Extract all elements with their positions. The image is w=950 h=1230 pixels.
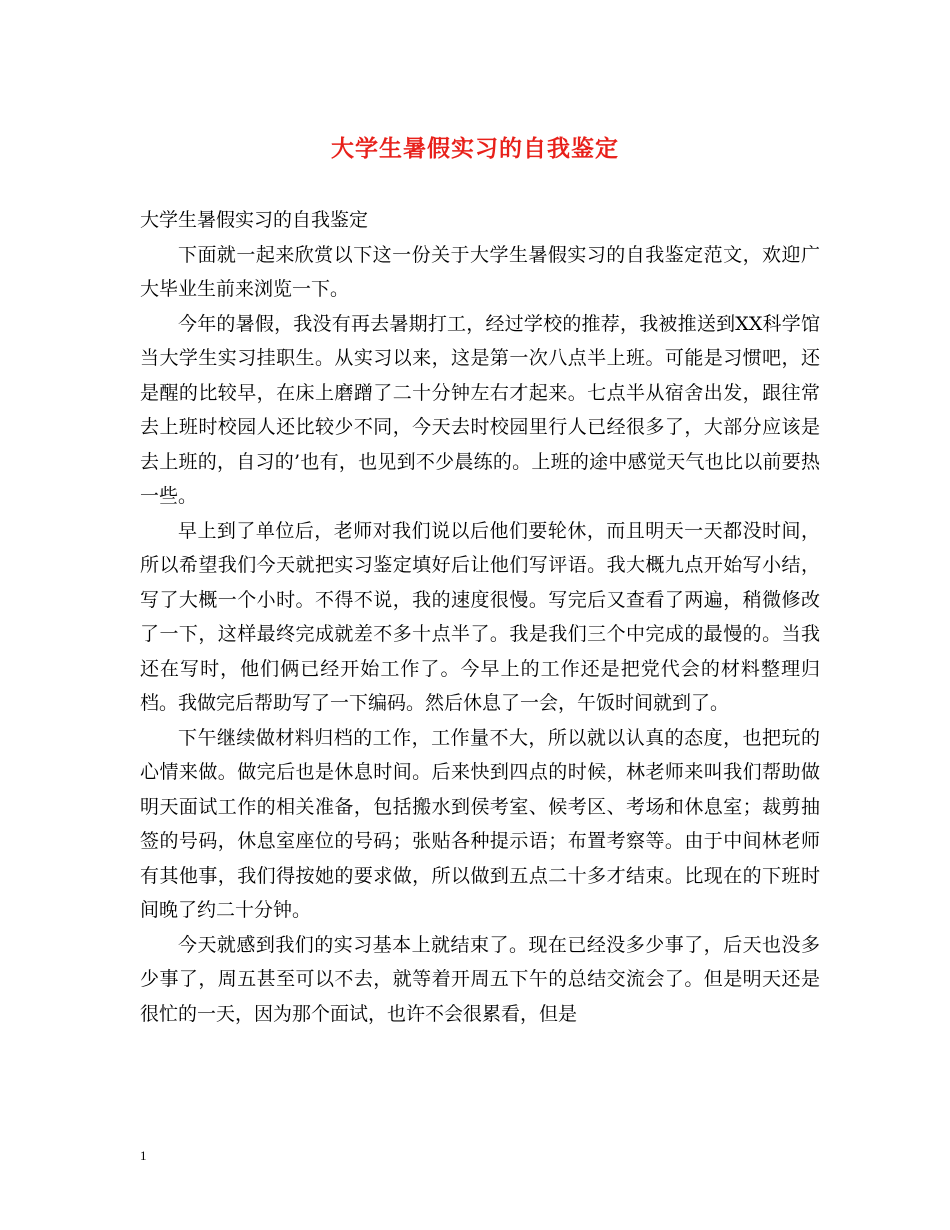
document-subtitle: 大学生暑假实习的自我鉴定 [140,209,369,231]
paragraph-4: 下午继续做材料归档的工作，工作量不大，所以就以认真的态度，也把玩的心情来做。做完后也是休息时间。后来快到四点的时候，林老师来叫我们帮助做明天面试工作的相关准备，包括搬水到侯考室、候考区、考场和休息室；裁剪抽签的号码，休息室座位的号码；张贴各种提示语；布置考察等。由于中间林老师有其他事，我们得按她的要求做，所以做到五点二十多才结束。比现在的下班时间晚了约二十分钟。 [140,726,820,921]
document-body [140,203,820,1031]
page-number: 1 [140,1148,147,1163]
paragraph-2: 今年的暑假，我没有再去暑期打工，经过学校的推荐，我被推送到XX科学馆当大学生实习挂职生。从实习以来，这是第一次八点半上班。可能是习惯吧，还是醒的比较早，在床上磨蹭了二十分钟左右才起来。七点半从宿舍出发，跟往常去上班时校园人还比较少不同，今天去时校园里行人已经很多了，大部分应该是去上班的，自习的’也有，也见到不少晨练的。上班的途中感觉天气也比以前要热一些。 [140,312,820,507]
document-title: 大学生暑假实习的自我鉴定 [331,136,619,162]
paragraph-5: 今天就感到我们的实习基本上就结束了。现在已经没多少事了，后天也没多少事了，周五甚至可以不去，就等着开周五下午的总结交流会了。但是明天还是很忙的一天，因为那个面试，也许不会很累看，但是 [140,933,820,1025]
paragraph-3: 早上到了单位后，老师对我们说以后他们要轮休，而且明天一天都没时间，所以希望我们今天就把实习鉴定填好后让他们写评语。我大概九点开始写小结，写了大概一个小时。不得不说，我的速度很慢。写完后又查看了两遍，稍微修改了一下，这样最终完成就差不多十点半了。我是我们三个中完成的最慢的。当我还在写时，他们俩已经开始工作了。今早上的工作还是把党代会的材料整理归档。我做完后帮助写了一下编码。然后休息了一会，午饭时间就到了。 [140,519,820,714]
paragraph-1: 下面就一起来欣赏以下这一份关于大学生暑假实习的自我鉴定范文，欢迎广大毕业生前来浏览一下。 [140,243,820,300]
